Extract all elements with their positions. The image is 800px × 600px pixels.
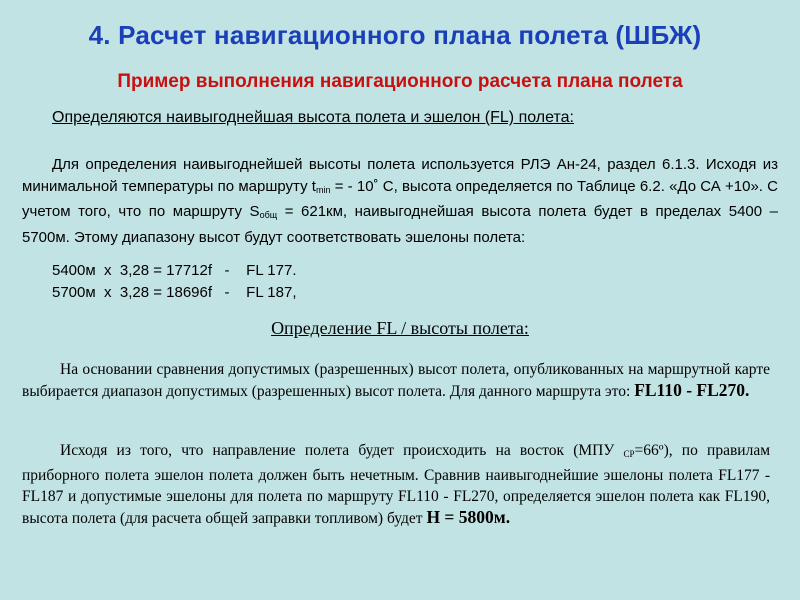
para3-altitude-result: Н = 5800м.	[426, 507, 511, 527]
para1-sub-sobsh: общ	[259, 210, 278, 221]
section1-heading: Определяются наивыгоднейшая высота полета и эшелон (FL) полета:	[52, 109, 574, 126]
para1-sub-tmin: min	[315, 184, 331, 195]
para2-text: На основании сравнения допустимых (разрешенных) высот полета, опубликованных на маршрутной карте выбирается диапазон допустимых (разрешенных) высот полета. Для данного маршрута это:	[22, 361, 770, 400]
slide-title: 4. Расчет навигационного плана полета (ШБЖ)	[88, 20, 702, 50]
para3-text-a: Исходя из того, что направление полета будет происходить на восток (МПУ	[60, 442, 624, 459]
para2-fl-range: FL110 - FL270.	[634, 380, 750, 400]
calculation-line-2: 5700м х 3,28 = 18696f - FL 187,	[52, 284, 297, 301]
section2-paragraph-1	[22, 359, 770, 402]
para3-sub-sr: СР	[623, 449, 635, 459]
para1-text-c: = 621км, наивыгоднейшая высота полета будет в пределах 5400 – 5700м. Этому диапазону высот будут соответствовать эшелоны полета:	[22, 203, 779, 246]
section2-paragraph-2	[22, 440, 770, 529]
para1-text-a: Для определения наивыгоднейшей высоты полета используется РЛЭ Ан-24, раздел 6.1.3. Исходя из минимальной температуры по маршруту t	[22, 156, 778, 195]
para1-text-b: = - 10˚ С, высота определяется по Таблице 6.2. «До СА +10». С учетом того, что по маршруту S	[22, 177, 779, 221]
section1-paragraph	[22, 154, 778, 248]
section2-heading: Определение FL / высоты полета:	[271, 318, 529, 338]
para3-text-b: =66º), по правилам приборного полета эшелон полета должен быть нечетным. Сравнив наивыгоднейшие эшелоны полета FL177 - FL187 и допустимые эшелоны для полета по маршруту FL110 - FL270, определяется эшелон полета как FL190, высота полета (для расчета общей заправки топливом) будет	[22, 442, 771, 527]
slide-subtitle: Пример выполнения навигационного расчета плана полета	[117, 71, 683, 92]
calculation-line-1: 5400м х 3,28 = 17712f - FL 177.	[52, 262, 297, 279]
